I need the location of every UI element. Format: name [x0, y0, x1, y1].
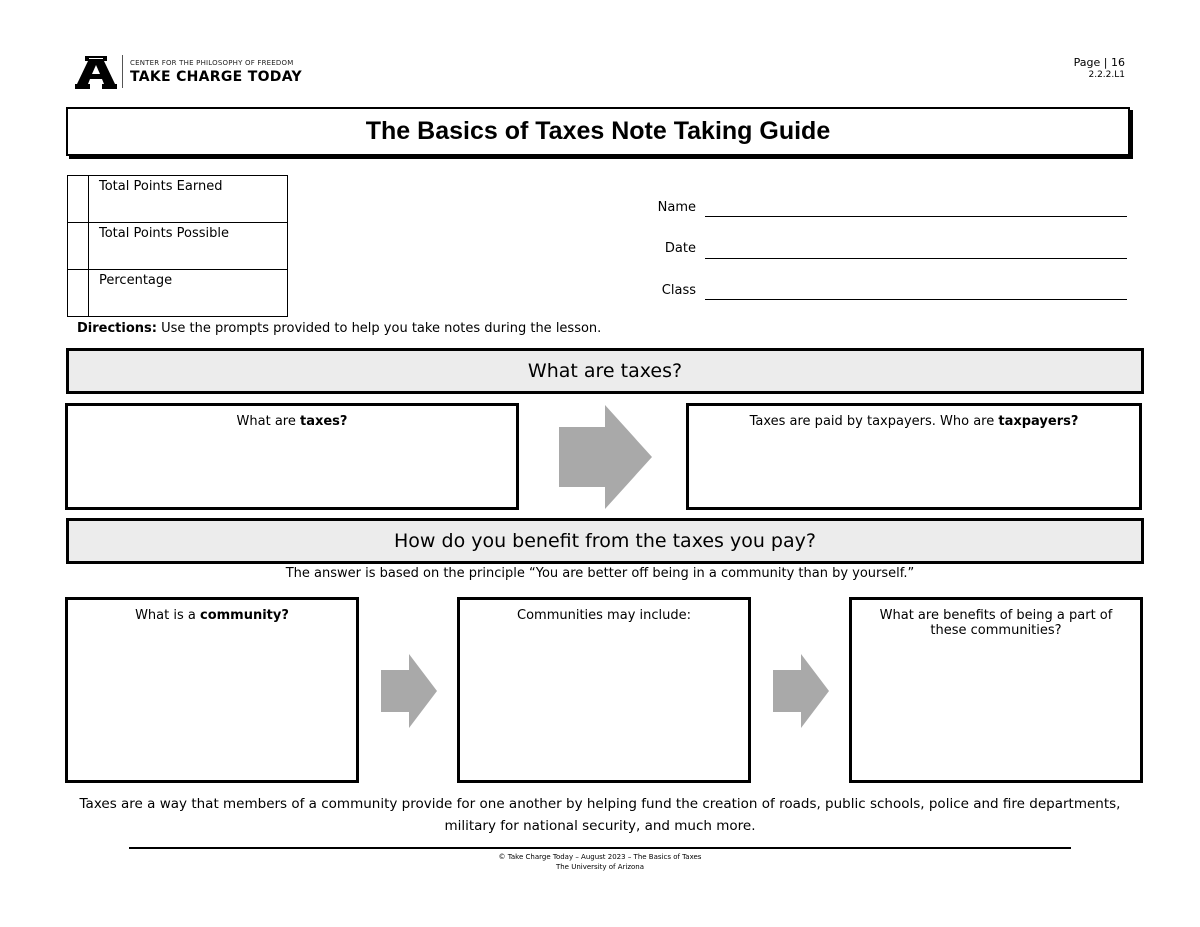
note-box-communities[interactable]	[457, 597, 751, 783]
prompt-keyword: community?	[199, 608, 289, 623]
score-label: Total Points Possible	[89, 223, 288, 270]
prompt-text: What is a	[135, 608, 200, 623]
note-box-taxes[interactable]	[65, 403, 519, 510]
score-cell[interactable]	[68, 176, 89, 223]
name-label: Name	[657, 200, 696, 215]
prompt-keyword: taxpayers?	[998, 414, 1079, 429]
section-heading-taxes: What are taxes?	[66, 348, 1144, 394]
score-cell[interactable]	[68, 270, 89, 317]
directions-text: Use the prompts provided to help you take notes during the lesson.	[156, 321, 602, 336]
table-row	[68, 223, 288, 270]
document-code: 2.2.2.L1	[1088, 70, 1125, 80]
footer-university: The University of Arizona	[555, 863, 645, 871]
score-cell[interactable]	[68, 223, 89, 270]
page-number: Page | 16	[1073, 56, 1125, 69]
arrow-right-icon	[773, 654, 829, 728]
page-title: The Basics of Taxes Note Taking Guide	[66, 107, 1130, 156]
class-field[interactable]	[705, 299, 1127, 300]
footer-copyright: © Take Charge Today – August 2023 – The Basics of Taxes	[498, 853, 702, 861]
table-row	[68, 270, 288, 317]
directions	[77, 321, 601, 336]
principle-text: The answer is based on the principle “You are better off being in a community than by yourself.”	[285, 566, 915, 581]
prompt-text: Taxes are paid by taxpayers. Who are	[749, 414, 999, 429]
score-table	[67, 175, 288, 317]
date-label: Date	[664, 241, 696, 256]
footer-divider	[129, 847, 1071, 849]
arrow-right-icon	[559, 405, 653, 509]
university-a-logo-icon	[75, 54, 117, 90]
section-heading-benefit: How do you benefit from the taxes you pay?	[66, 518, 1144, 564]
logo-divider	[122, 55, 123, 88]
note-box-benefits[interactable]	[849, 597, 1143, 783]
directions-lead: Directions:	[77, 321, 157, 336]
name-field[interactable]	[705, 216, 1127, 217]
brand-title: TAKE CHARGE TODAY	[130, 69, 302, 85]
prompt-keyword: taxes?	[299, 414, 348, 429]
closing-paragraph: Taxes are a way that members of a community provide for one another by helping fund the creation of roads, public schools, police and fire departments, military for national security, and much more.	[79, 796, 1121, 834]
score-label: Percentage	[89, 270, 288, 317]
note-box-taxpayers[interactable]	[686, 403, 1142, 510]
arrow-right-icon	[381, 654, 437, 728]
note-box-community[interactable]	[65, 597, 359, 783]
table-row	[68, 176, 288, 223]
brand-subtitle: CENTER FOR THE PHILOSOPHY OF FREEDOM	[130, 59, 294, 67]
prompt-text: What are	[236, 414, 300, 429]
prompt-text: What are benefits of being a part of these communities?	[879, 608, 1113, 638]
score-label: Total Points Earned	[89, 176, 288, 223]
class-label: Class	[661, 283, 696, 298]
date-field[interactable]	[705, 258, 1127, 259]
prompt-text: Communities may include:	[517, 608, 691, 623]
